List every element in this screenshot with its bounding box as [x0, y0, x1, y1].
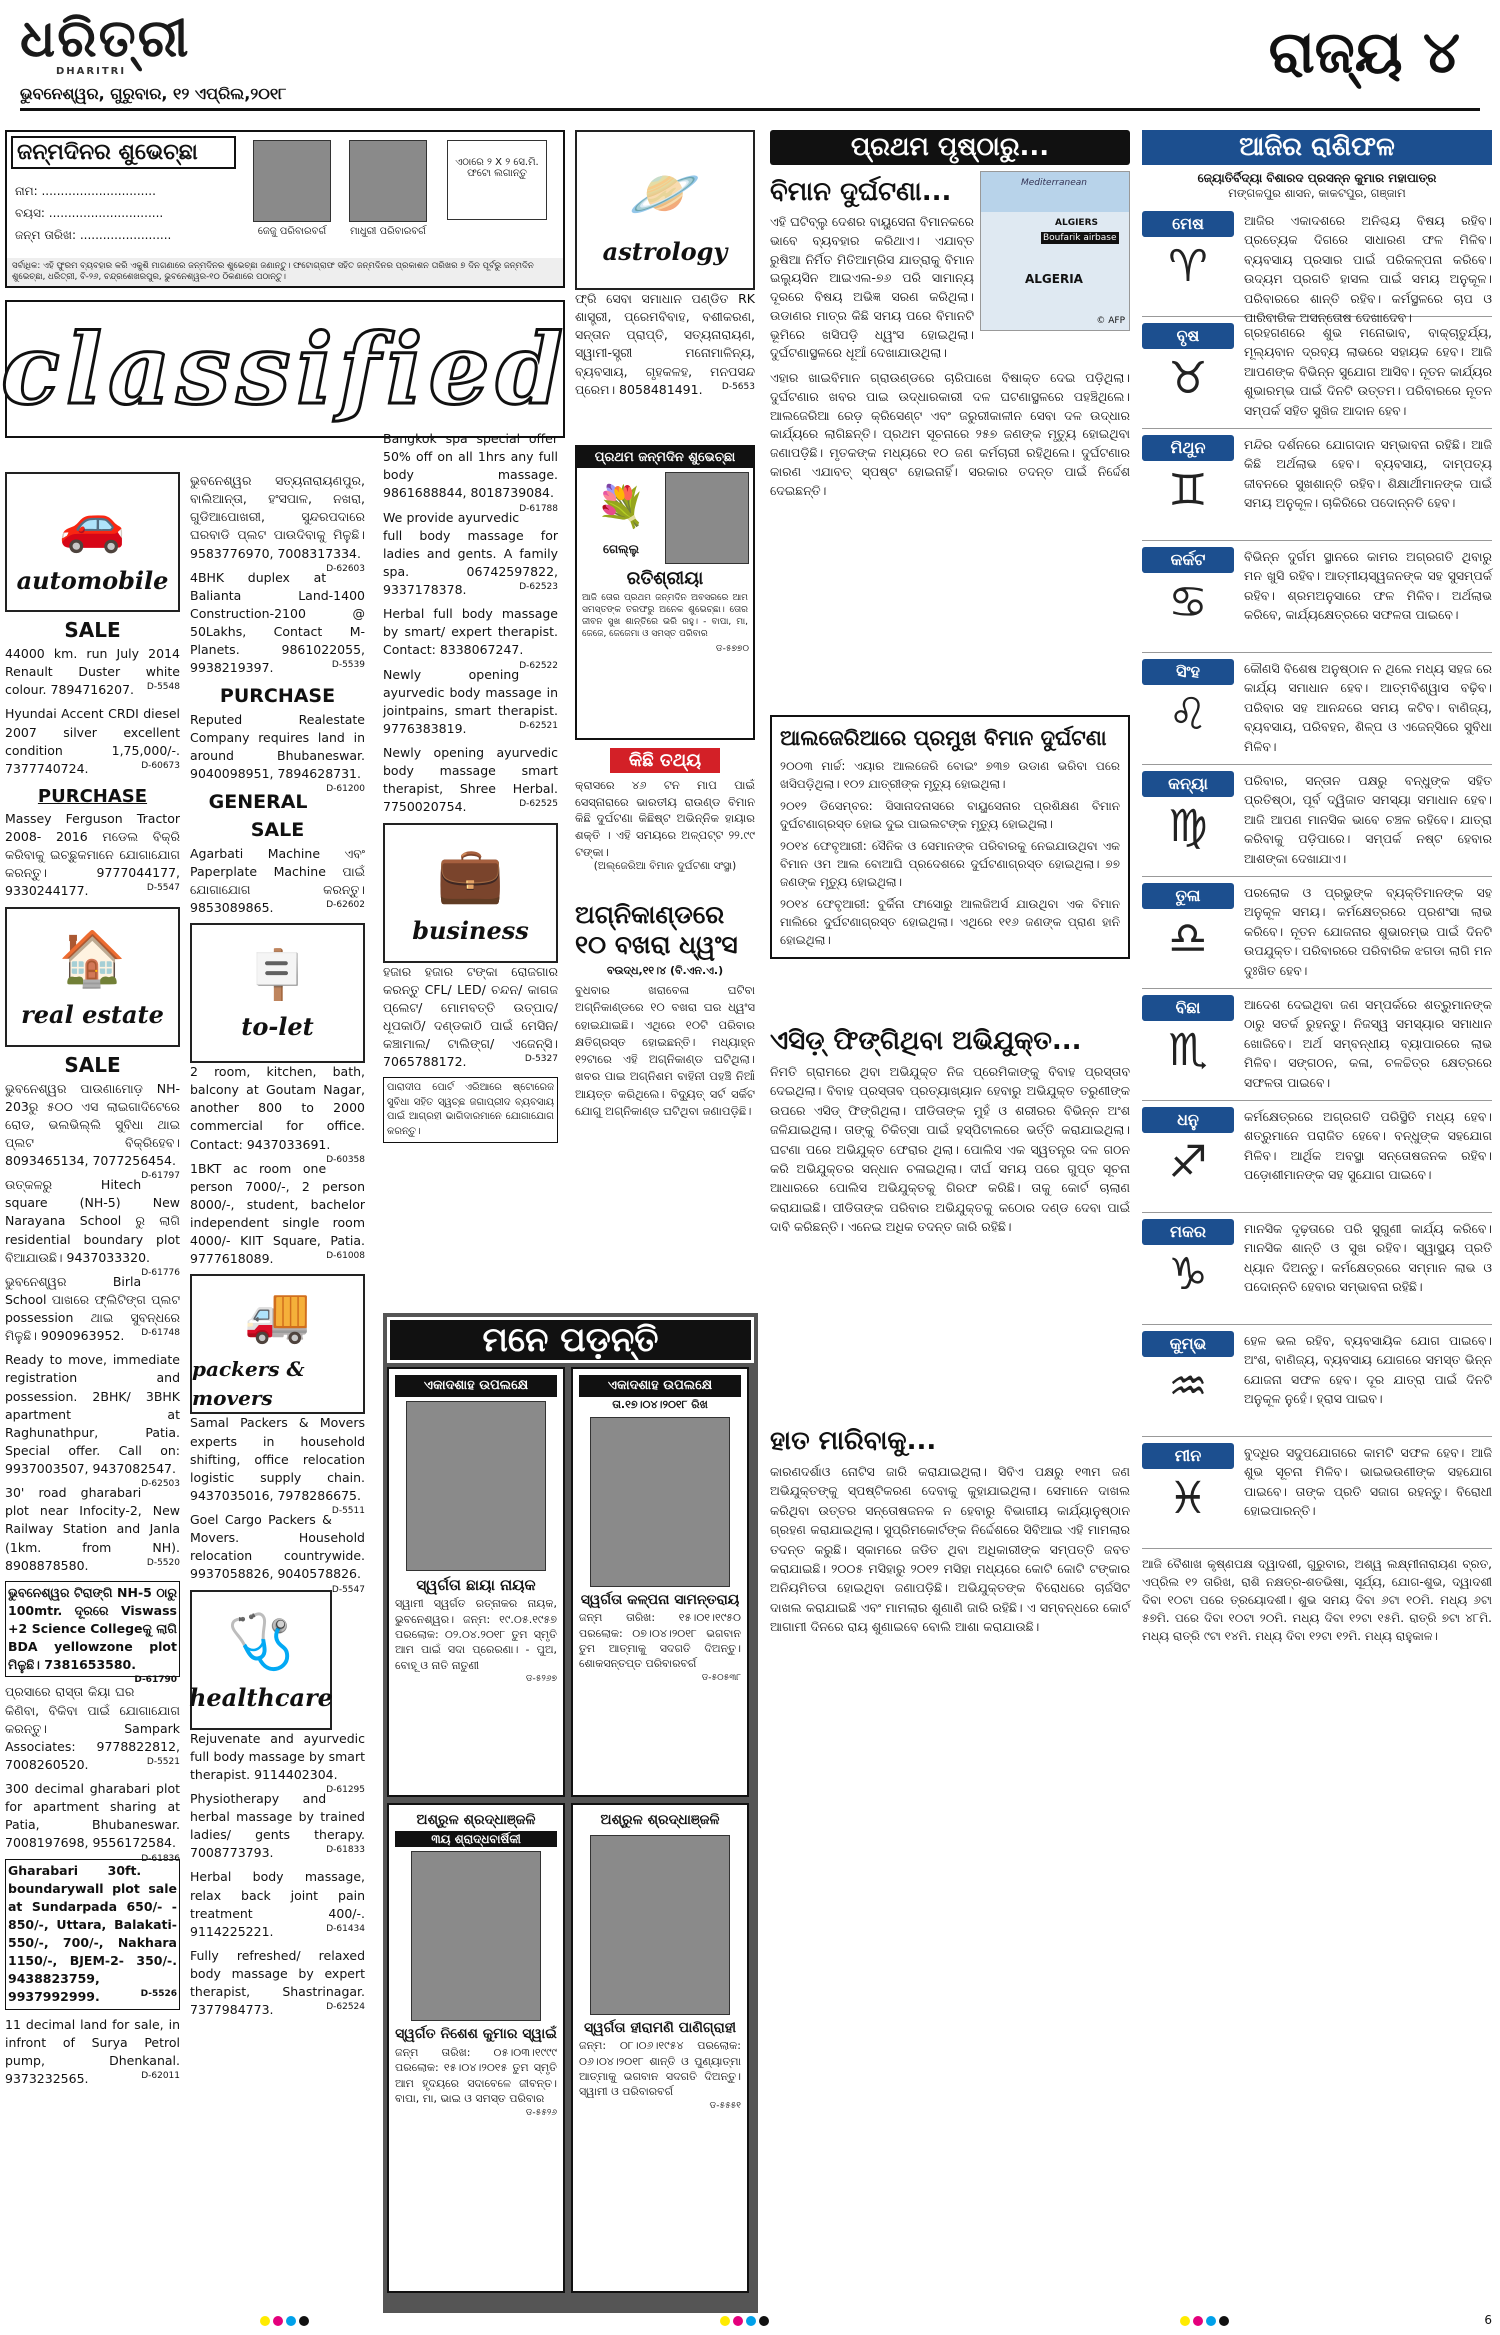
raasi-place: ମଙ୍ଗଳପୁର ଶାସନ, କାକଟପୁର, ଗଞ୍ଜାମ — [1228, 186, 1406, 200]
algeria-box-title: ଆଲଜେରିଆରେ ପ୍ରମୁଖ ବିମାନ ଦୁର୍ଘଟଣା — [780, 726, 1107, 750]
ad-automobile-3[interactable]: Massey Ferguson Tractor 2008- 2016 ମଡେଲ ବିକ୍ରି କରିବାକୁ ଇଚ୍ଛୁକମାନେ ଯୋଗାଯୋଗ କରନ୍ତୁ। 9777044177, 9330244177. D-5547 — [5, 810, 180, 899]
ad-realestate-10[interactable]: 11 decimal land for sale, in infront of Surya Petrol pump, Dhenkanal. 9373232565. D-62011 — [5, 2016, 180, 2086]
obituary-4-photo — [590, 1835, 730, 2015]
to-let-box — [190, 923, 365, 1063]
business-people-icon: 💼 — [436, 842, 505, 906]
crash-2012: ୨୦୧୨ ଡିସେମ୍ବର: ସିସାନାଦନାସରେ ବାୟୁସେନାର ପ୍ରଶିକ୍ଷଣ ବିମାନ ଦୁର୍ଘଟଣାଗ୍ରସ୍ତ ହୋଇ ଦୁଇ ପାଇଲଟଙ୍କ ମୃତ୍ୟୁ ହୋଇଥିଲା। — [780, 799, 1120, 831]
page-number: 6 — [1484, 2313, 1492, 2327]
raasi-badge — [1142, 1443, 1234, 1542]
raasi-prediction: ପରଲୋକ ଓ ପ୍ରଭୁଙ୍କ ବ୍ୟକ୍ତିମାନଙ୍କ ସହ ଅନୁକୂଳ ସମୟ। କର୍ମକ୍ଷେତ୍ରରେ ପ୍ରଶଂସା ଲାଭ କରିବେ। ନୂତନ ଯୋଜନାର ଶୁଭାରମ୍ଭ ପାଇଁ ଦିନଟି ଉପଯୁକ୍ତ। ପରିବାରରେ ପରିବାରିକ ଝଗଡା ଲାଗି ମନ ଦୁଃଖିତ ହେବ। — [1244, 885, 1492, 978]
ad-realestate-7[interactable]: ପ୍ରସାରେ ରାସ୍ତା କିୟା ଘର କିଣିବା, ବିକିବା ପାଇଁ ଯୋଗାଯୋଗ କରନ୍ତୁ। Sampark Associates: 9778822812, 7008260520. D-5521 — [5, 1684, 180, 1772]
packers-box — [190, 1274, 365, 1414]
first-birthday-photos — [577, 468, 753, 568]
purchase-heading: PURCHASE — [37, 785, 148, 807]
birthday-child-name: ରତିଶ୍ରୀୟା — [626, 568, 704, 589]
raasi-section — [1142, 130, 1492, 1645]
field-age[interactable]: ବୟସ: .............................. — [15, 206, 164, 220]
raasi-prediction: ମାନସିକ ଦୃଢ଼ତାରେ ପରି ସୁଗୁଣୀ କାର୍ଯ୍ୟ କରିବେ। ମାନସିକ ଶାନ୍ତି ଓ ସୁଖ ରହିବ। ସ୍ୱାସ୍ଥ୍ୟ ପ୍ରତି ଧ୍ୟାନ ଦିଅନ୍ତୁ। କର୍ମକ୍ଷେତ୍ରରେ ସମ୍ମାନ ଲାଭ ଓ ପଦୋନ୍ନତି ହେବାର ସମ୍ଭାବନା ରହିଛି। — [1244, 1221, 1492, 1295]
birthday-form — [5, 130, 565, 288]
ad-realestate-1[interactable]: ଭୁବନେଶ୍ୱର ପାଉଣାମୋଡ଼ NH-203ରୁ ୫୦୦ ଏସ ଲାଇଗାଦିଟେରେ ରୋଡ, ଭଲଭିଲ୍ଲି ସୁବିଧା ଥାଇ ପ୍ଲଟ ବିକ୍ରିହେବ। 8093465134, 7077256454. D-61797 — [5, 1080, 180, 1182]
raasi-author: ଜ୍ୟୋତିର୍ବିଦ୍ୟା ବିଶାରଦ ପ୍ରସନ୍ନ କୁମାର ମହାପାତ୍ର — [1197, 171, 1437, 185]
ad-realestate-8[interactable]: 300 decimal gharabari plot for apartment sharing at Patia, Bhubaneswar. 7008197698, 9556172584. D-61836 — [5, 1781, 180, 1864]
first-birthday-box: ପ୍ରଥମ ଜନ୍ମଦିନ ଶୁଭେଚ୍ଛା 💐 ଗେଲ୍ଲୁ ରତିଶ୍ରୀୟା ଆଜି ତୋର ପ୍ରଥମ ଜନ୍ମଦିନ ଅବସରରେ ଆମ ସମସ୍ତଙ୍କ ତରଫରୁ ଅନେକ ଶୁଭେଚ୍ଛା। ତୋର ଜୀବନ ସୁଖ ଶାନ୍ତିରେ ଭରି ରହୁ। - ବାପା, ମା, ଜେଜେ, ଜେଜେମା ଓ ସମସ୍ତ ପରିବାର ଡ-୫୭୭୦ — [575, 445, 755, 740]
obituary-4-name: ସ୍ୱର୍ଗତା ହୀରାମଣି ପାଣିଗ୍ରାହୀ — [583, 2019, 737, 2036]
registration-dots-2 — [720, 2315, 772, 2330]
ad-automobile-1[interactable]: 44000 km. run July 2014 Renault Duster white colour. 7894716207. D-5548 — [5, 646, 180, 698]
ad-spa-5[interactable]: Newly opening ayurvedic body massage smart therapist, Shree Herbal. 7750020754. D-62525 — [383, 745, 558, 815]
obituary-2: ଏକାଦଶାହ ଉପଲକ୍ଷେ ତା.୧୭।୦୪।୨୦୧୮ ରିଖ ସ୍ୱର୍ଗତା କଳ୍ପନା ସାମନ୍ତରାୟ ଜନ୍ମ ତାରିଖ: ୧୫।୦୧।୧୯୫୦ ପରଲୋକ: ୦୭।୦୪।୨୦୧୮ ଭଗବାନ ତୁମ ଆତ୍ମାକୁ ସଦଗତି ଦିଅନ୍ତୁ। ଶୋକସନ୍ତପ୍ତ ପରିବାରବର୍ଗ ଡ-୫୦୫୩୮ — [571, 1367, 749, 1797]
ad-realestate-3[interactable]: ଭୁବନେଶ୍ୱର Birla School ପାଖରେ ଫ୍ଲିଟିଙ୍ଗ ପ୍ଲଟ possession ଥାଇ ସୁବନ୍ଧରେ ମିଳୁଛି। 9090963952. D-61748 — [5, 1273, 180, 1344]
raasi-row — [1142, 653, 1492, 765]
crash-2014b: ୨୦୧୪ ଫେବୃଆରୀ: ବୁର୍କିନା ଫାସୋରୁ ଆଲଜିଅର୍ସ ଯାଉଥିବା ଏକ ବିମାନ ମାଲିରେ ଦୁର୍ଘଟଣାଗ୍ରସ୍ତ ହୋଇଥିଲା। ଏଥିରେ ୧୧୬ ଜଣଙ୍କ ପ୍ରାଣ ହାନି ହୋଇଥିଲା। — [780, 897, 1120, 947]
ad-spa-1[interactable]: Bangkok spa special offer 50% off on all 1hrs any full body massage. 9861688844, 8018739084. D-61788 — [383, 431, 558, 514]
obituary-2-photo — [590, 1417, 730, 1587]
algeria-map: Mediterranean ALGIERS Boufarik airbase ALGERIA © AFP — [980, 171, 1130, 331]
fire-headline: ଅଗ୍ନିକାଣ୍ଡରେ ୧୦ ବଖରା ଧ୍ୱଂସ — [575, 900, 738, 959]
to-let-label: to-let — [241, 1012, 314, 1042]
column-1 — [5, 472, 180, 2094]
car-icon: 🚗 — [58, 492, 127, 556]
obituary-4: ଅଶ୍ରୁଳ ଶ୍ରଦ୍ଧାଞ୍ଜଳି ସ୍ୱର୍ଗତା ହୀରାମଣି ପାଣିଗ୍ରାହୀ ଜନ୍ମ: ୦୮।୦୬।୧୯୫୪ ପରଲୋକ: ୦୬।୦୪।୨୦୧୮ ଶାନ୍ତି ଓ ପୁଣ୍ୟାତ୍ମା ଆତ୍ମାକୁ ଭଗବାନ ସଦଗତି ଦିଅନ୍ତୁ। ସ୍ୱାମୀ ଓ ପରିବାରବର୍ଗ ଡ-୫୫୫୧ — [571, 1803, 749, 2293]
zodiac-icon: ♑ — [1168, 1249, 1208, 1300]
obituary-1-photo — [406, 1401, 546, 1571]
raasi-name: ତୁଳା — [1142, 883, 1234, 909]
kichhi-tathya-title: କିଛି ତଥ୍ୟ — [610, 748, 720, 773]
raasi-name: ବିଛା — [1142, 995, 1234, 1021]
haata-story — [770, 1420, 1130, 1636]
raasi-row — [1142, 765, 1492, 877]
ad-business-2[interactable]: ପାରାଦୀପ ପୋର୍ଟ ଏରିଆରେ ଷ୍ଟୋରେଜ ସୁବିଧା ସହିତ ସ୍ୱଚ୍ଛ ଜଗାପ୍ରୀଦ ବ୍ୟବସାୟ ପାଇଁ ଆଗ୍ରହୀ ଭାଗିଦାରମାନେ ଯୋଗାଯୋଗ କରନ୍ତୁ। — [383, 1077, 558, 1143]
ad-astrology[interactable]: ଫ୍ରି ସେବା ସମାଧାନ ପଣ୍ଡିତ RK ଶାସ୍ତ୍ରୀ, ପ୍ରେମବିବାହ, ବଶୀକରଣ, ସନ୍ତାନ ପ୍ରାପ୍ତି, ସତ୍ୟନାରାୟଣ, ସ୍ୱାମୀ-ସ୍ତ୍ରୀ ମନୋମାଳିନ୍ୟ, ବ୍ୟବସାୟ, ଗୃହକଳହ, ମନପସନ୍ଦ ପ୍ରେମ। 8058481491. D-5653 — [575, 291, 755, 397]
ad-realestate-9[interactable]: Gharabari 30ft. boundarywall plot sale at Sundarpada 650/- - 850/-, Uttara, Balakati-550/-, 700/-, Nakhara 1150/-, BJEM-2- 350/-. 9438823759, 9937992999. D-5526 — [5, 1859, 180, 2010]
crash-2003: ୨୦୦୩ ମାର୍ଚ୍ଚ: ଏୟାର ଆଲଜେରି ବୋଇଂ ୭୩୭ ଉଡାଣ ଭରିବା ପରେ ଖସିପଡ଼ିଥିଲା। ୧୦୨ ଯାତ୍ରୀଙ୍କ ମୃତ୍ୟୁ ହୋଇଥିଲା। — [780, 759, 1120, 791]
zodiac-icon: ♍ — [1168, 801, 1208, 852]
acid-story — [770, 1020, 1130, 1236]
raasi-row — [1142, 877, 1492, 989]
raasi-prediction: କର୍ମକ୍ଷେତ୍ରରେ ଅଗ୍ରଗତି ପରିସ୍ଥିତି ମଧ୍ୟ ହେବ। ଶତ୍ରୁମାନେ ପରାଜିତ ହେବେ। ବନ୍ଧୁଙ୍କ ସହଯୋଗ ମିଳିବ। ଆର୍ଥିକ ଅବସ୍ଥା ସନ୍ତୋଷଜନକ ରହିବ। ପଡ଼ୋଶୀମାନଙ୍କ ସହ ସୁଯୋଗ ପାଇବେ। — [1244, 1109, 1492, 1183]
section-name: ରାଜ୍ୟ — [1268, 18, 1403, 86]
raasi-list — [1142, 205, 1492, 1549]
to-let-sign-icon: 🪧 — [247, 946, 308, 1003]
stethoscope-icon: 🩺 — [227, 1609, 295, 1673]
obituary-3-name: ସ୍ୱର୍ଗତ ନିଶେଶ କୁମାର ସ୍ୱାଇଁ — [395, 2026, 557, 2043]
raasi-name: ମକର — [1142, 1219, 1234, 1245]
raasi-name: କର୍କଟ — [1142, 547, 1234, 573]
ad-health-4[interactable]: Fully refreshed/ relaxed body massage by expert therapist, Shastrinagar. 7377984773. D-62524 — [190, 1947, 365, 2018]
raasi-row — [1142, 1437, 1492, 1549]
obituary-3: ଅଶ୍ରୁଳ ଶ୍ରଦ୍ଧାଞ୍ଜଳି ୩ୟ ଶ୍ରାଦ୍ଧବାର୍ଷିକୀ ସ୍ୱର୍ଗତ ନିଶେଶ କୁମାର ସ୍ୱାଇଁ ଜନ୍ମ ତାରିଖ: ୦୫।୦୩।୧୯୯୯ ପରଲୋକ: ୧୫।୦୪।୨୦୧୫ ତୁମ ସ୍ମୃତି ଆମ ହୃଦୟରେ ସଦାବେଳେ ଜୀବନ୍ତ। ବାପା, ମା, ଭାଇ ଓ ସମସ୍ତ ପରିବାର ଡ-୫୫୨୬ — [387, 1803, 565, 2293]
ad-realestate-2[interactable]: ଉତ୍କଳରୁ Hitech square (NH-5) New Narayana School ରୁ ଲାଗି residential boundary plot ବିଆଯାଉଛି। 9437033320. D-61776 — [5, 1177, 180, 1278]
zodiac-icon: ♈ — [1168, 241, 1208, 292]
flower-icon: 💐 — [596, 484, 646, 530]
kichhi-tathya-source: (ଅଲ୍ଜେରିଆ ବିମାନ ଦୁର୍ଘଟଣା ସଂସ୍ଥା) — [593, 860, 737, 873]
ad-business-1[interactable]: ହଜାର ହଜାର ଟଙ୍କା ରୋଜଗାର କରନ୍ତୁ CFL/ LED/ ଚନ୍ଦନ/ କାଗଜ ପ୍ଲେଟ/ ମୋମବତ୍ତି ଉତ୍ପାଦ/ ଧୂପକାଠି/ ଦଣ୍ଡକାଠି ପାଇଁ ମେସିନ/ କଞ୍ଚାମାଲ/ ଟାଲିଙ୍ଗ/ ଏଜେନ୍ସି। 7065788172. D-5327 — [383, 963, 558, 1070]
business-label: business — [412, 916, 529, 946]
ad-tolet-2[interactable]: 1BKT ac room one person 7000/-, 2 person 8000/-, student, bachelor independent single room 4000/- KIIT Square, Patia. 9777618089. D-61008 — [190, 1160, 365, 1267]
obituary-1: ଏକାଦଶାହ ଉପଲକ୍ଷେ ସ୍ୱର୍ଗତା ଛାୟା ନାୟକ ସ୍ୱାମୀ ସ୍ୱର୍ଗତ ରତ୍ନାକର ନାୟକ, ଭୁବନେଶ୍ୱର। ଜନ୍ମ: ୧୯.୦୫.୧୯୫୭ ପରଲୋକ: ୦୨.୦୪.୨୦୧୮ ତୁମ ସ୍ମୃତି ଆମ ପାଇଁ ସଦା ପ୍ରେରଣା। - ପୁଅ, ବୋହୂ ଓ ନାତି ନାତୁଣୀ ଡ-୫୨୬୭ — [387, 1367, 565, 1797]
raasi-badge — [1142, 323, 1234, 422]
raasi-badge — [1142, 1107, 1234, 1206]
raasi-row — [1142, 1213, 1492, 1325]
kichhi-tathya-text: କ୍ରାସରେ ୪୬ ଟନ ମାପ ପାଇଁ ସେସ୍ନାରାରେ ଭାରତୀୟ ରାଉଣ୍ଡ ବିମାନ କିଛି ଦୁର୍ଘଟଣା କିଛିଷ୍ଟ ଅଭିନ୍ନିକ ହାୟାର ଶକ୍ତି । ଏହି ସମୟରେ ଅଳ୍ପଟ୍ଟ ୨୨.୯୯ ଟଙ୍କା। — [575, 778, 755, 859]
classified-banner — [1, 300, 569, 438]
raasi-row — [1142, 1325, 1492, 1437]
raasi-name: ବୃଷ — [1142, 323, 1234, 349]
raasi-banner: ଆଜିର ରାଶିଫଳ — [1142, 130, 1492, 165]
raasi-prediction: ବୁଦ୍ଧିର ସଦୁପଯୋଗରେ କାମଟି ସଫଳ ହେବ। ଆଜି ଶୁଭ ସୂଚନା ମିଳିବ। ଭାଇଭଉଣୀଙ୍କ ସହଯୋଗ ପାଇବେ। ତାଙ୍କ ପ୍ରତି ସଜାଗ ରହନ୍ତୁ। ବିରୋଧୀ ହୋଇପାରନ୍ତି। — [1244, 1445, 1492, 1519]
ad-realestate-4[interactable]: Ready to move, immediate registration and possession. 2BHK/ 3BHK apartment at Raghunathpur, Patia. Special offer. Call on: 9937003507, 9437082547. D-62503 — [5, 1352, 180, 1490]
ad-tolet-1[interactable]: 2 room, kitchen, bath, balcony at Goutam Nagar, another 800 to 2000 commercial for office. Contact: 9437033691. D-60358 — [190, 1064, 365, 1165]
field-name[interactable]: ନାମ: .............................. — [15, 184, 156, 198]
plane-crash-lead: ଏହି ଘଟିବ୍ଲୁ ଦେଶର ବାୟୁସେନା ବିମାନକରେ ଭାବେ ବ୍ୟବହାର କରିଥାଏ। ଏଯାବ୍ତ ରୁଷିଆ ନିର୍ମିତ ମିତିଆମ୍ରିସ ଯାତ୍ରାକୁ ବିମାନ ଇଲ୍ୟୁସିନ ଆଇଏଲ-୭୬ ପରି ସାମାନ୍ୟ ଦୂରରେ ବିଷୟ ଅଭିଜ୍ଞ ସରଣ କରିଥିଲା। ଉଡାଣର ମାତ୍ର କିଛି ସମୟ ପରେ ବିମାନଟି ଭୂମିରେ ଖସିପଡ଼ି ଧ୍ୱଂସ ହୋଇଥିଲା। ଦୁର୍ଘଟଣାସ୍ଥଳରେ ଧୂଆଁ ଦେଖାଯାଉଥିଲା। — [770, 214, 974, 361]
raasi-row — [1142, 1101, 1492, 1213]
first-birthday-title: ପ୍ରଥମ ଜନ୍ମଦିନ ଶୁଭେଚ୍ଛା — [577, 447, 753, 468]
zodiac-icon: ♋ — [1168, 577, 1208, 628]
raasi-badge — [1142, 883, 1234, 982]
astrology-box — [575, 130, 755, 290]
raasi-badge — [1142, 659, 1234, 758]
photo-placeholder[interactable]: ଏଠାରେ ୨ X ୨ ସେ.ମି. ଫଟୋ ଲଗାନ୍ତୁ — [447, 140, 547, 220]
nickname: ଗେଲ୍ଲୁ — [602, 542, 640, 556]
raasi-prediction: ବିଭିନ୍ନ ଦୁର୍ଗମ ସ୍ଥାନରେ କାମର ଅଗ୍ରଗତି ଥିବାରୁ ମନ ଖୁସି ରହିବ। ଆତ୍ମୀୟସ୍ୱଜନଙ୍କ ସହ ସୁସମ୍ପର୍କ ରହିବ। ଶ୍ରମଅନୁସାରେ ଫଳ ମିଳିବ। ଅର୍ଥଲାଭ କରିବେ, କାର୍ଯ୍ୟକ୍ଷେତ୍ରରେ ସଫଳତା ପାଇବେ। — [1244, 549, 1492, 623]
raasi-prediction: ଆଦେଶ ଦେଇଥିବା ଜଣ ସମ୍ପର୍କରେ ଶତ୍ରୁମାନଙ୍କ ଠାରୁ ସତର୍କ ରୁହନ୍ତୁ। ନିଜସ୍ୱ ସମସ୍ୟାର ସମାଧାନ ଖୋଜିବେ। ଅର୍ଥ ସମ୍ବନ୍ଧୀୟ ବ୍ୟାପାରରେ ଲାଭ ମିଳିବ। ସଙ୍ଗଠନ, କଳା, ଚଳଚ୍ଚିତ୍ର କ୍ଷେତ୍ରରେ ସଫଳତା ପାଇବେ। — [1244, 997, 1492, 1090]
raasi-prediction: ଗ୍ରହଗଣରେ ଶୁଭ ମନୋଭାବ, ବାକ୍ଚାତୁର୍ଯ୍ୟ, ମୂଲ୍ୟବାନ ଦ୍ରବ୍ୟ ଲାଭରେ ସହାୟକ ହେବ। ଆଜି ଆପଣଙ୍କ ବିଭିନ୍ନ ସୁଯୋଗ ଆସିବ। ନୂତନ କାର୍ଯ୍ୟର ଶୁଭାରମ୍ଭ ପାଇଁ ଦିନଟି ଉତ୍ତମ। ପରିବାରରେ ନୂତନ ସମ୍ପର୍କ ସହିତ ସୁଖିଜ ଆଦାନ ହେବ। — [1244, 325, 1492, 418]
ad-packers-2[interactable]: Goel Cargo Packers & Movers. Household relocation countrywide. 9937058826, 9040578826. D-5547 — [190, 1512, 365, 1595]
haata-headline: ହାତ ମାରିବାକୁ... — [770, 1426, 937, 1456]
header-rule — [20, 108, 1480, 111]
zodiac-icon: ♒ — [1168, 1361, 1208, 1412]
zodiac-icon: ♊ — [1168, 465, 1208, 516]
real-estate-label: real estate — [21, 1000, 164, 1030]
zodiac-icon: ♌ — [1168, 689, 1208, 740]
fire-story — [575, 900, 755, 1120]
raasi-row — [1142, 317, 1492, 429]
raasi-row — [1142, 989, 1492, 1101]
healthcare-box — [190, 1590, 332, 1730]
raasi-badge — [1142, 211, 1234, 310]
raasi-row — [1142, 429, 1492, 541]
panji-text: ଆଜି ବୈଶାଖ କୃଷ୍ଣପକ୍ଷ ଦ୍ୱାଦଶୀ, ଗୁରୁବାର, ଅଶ୍ୱ ଲକ୍ଷ୍ମୀନାରାୟଣ ବ୍ରତ, ଏପ୍ରିଲ ୧୨ ତାରିଖ, ରାଶି ନକ୍ଷତ୍ର-ଶତଭିଷା, ସୂର୍ଯ୍ୟ, ଯୋଗ-ଶୁଭ, ଦ୍ୱାଦଶୀ ଦିବା ୧୦ଟା ପରେ ତ୍ରୟୋଦଶୀ। ଶୁଭ ସମୟ ଦିବା ୬ଟା ୧୦ମି. ମଧ୍ୟ ୬ଟା ୫୭ମି. ପରେ ଦିବା ୧୦ଟା ୨୦ମି. ମଧ୍ୟ ଦିବା ୧୨ଟା ୧୫ମି. ରାତ୍ରି ୭ଟା ୪୮ମି. ମଧ୍ୟ ରାତ୍ରି ୯ଟା ୧୪ମି. ମଧ୍ୟ ଦିବା ୧୨ଟା ୧୨ମି. ମଧ୍ୟ ରାହୁକାଳ। — [1142, 1557, 1492, 1643]
raasi-name: ସିଂହ — [1142, 659, 1234, 685]
prathama-banner: ପ୍ରଥମ ପୃଷ୍ଠାରୁ... — [770, 130, 1130, 165]
logo-subtext: DHARITRI — [56, 66, 127, 77]
ad-spa-4[interactable]: Newly opening ayurvedic body massage in jointpains, smart therapist. 9776383819. D-62521 — [383, 666, 558, 736]
raasi-badge — [1142, 1219, 1234, 1318]
automobile-label: automobile — [16, 565, 169, 595]
registration-dots-1 — [260, 2315, 312, 2330]
ad-machine[interactable]: Agarbati Machine ଏବଂ Paperplate Machine ପାଇଁ ଯୋଗାଯୋଗ କରନ୍ତୁ। 9853089865. D-62602 — [190, 845, 365, 915]
zodiac-icon: ♓ — [1168, 1473, 1208, 1524]
registration-dots-3 — [1180, 2315, 1232, 2330]
page-number-odia: ୪ — [1422, 18, 1460, 86]
ad-realestate-6[interactable]: ଭୁବନେଶ୍ୱର ଟିରାଙ୍ଗି NH-5 ଠାରୁ 100mtr. ଦୂରରେ Viswass +2 Science Collegeକୁ ଲାଗି BDA yellowzone plot ମିଳୁଛି। 7381653580. D-61790 — [5, 1581, 180, 1678]
raasi-row — [1142, 541, 1492, 653]
print-marks — [0, 2307, 1500, 2335]
section-title — [1269, 20, 1460, 84]
truck-icon: 🚚 — [243, 1283, 312, 1347]
zodiac-icon: ♎ — [1168, 913, 1208, 964]
prathama-section — [770, 130, 1130, 500]
birthday-fields — [15, 180, 171, 246]
raasi-prediction: ଆଜିର ଏକାଦଶରେ ଅନିଶ୍ଚୟ ବିଷୟ ରହିବ। ପ୍ରତ୍ୟେକ ଦିଗରେ ସାଧାରଣ ଫଳ ମିଳିବ। ବ୍ୟବସାୟ ପ୍ରସାର ପାଇଁ ପରିକଳ୍ପନା କରିବେ। ଉଦ୍ୟମ ପ୍ରଗତି ହାସଲ ପାଇଁ ସମୟ ଅନୁକୂଳ। ପରିବାରରେ ଶାନ୍ତି ରହିବ। କର୍ମସ୍ଥଳରେ ଚାପ ଓ ପାରିବାରିକ ଅସନ୍ତୋଷ ଦେଖାଦେବ। — [1244, 213, 1492, 325]
classified-title: classified — [1, 312, 569, 426]
plane-crash-body: ଏହାର ଖାଇବିମାନ ଗ୍ରାଉଣ୍ଡରେ ଚାରିପାଖେ ବିଷାକ୍ତ ଦେଇ ପଡ଼ିଥିଲା। ଦୁର୍ଘଟଣାର ଖବର ପାଇ ଉଦ୍ଧାରକାରୀ ଦଳ ଘଟଣାସ୍ଥଳରେ ପହଞ୍ଚିଥିଲେ। ଆଲଜେରିଆ ରେଡ଼ କ୍ରିସେଣ୍ଟ ଏବଂ ଜରୁରୀକାଳୀନ ସେବା ଦଳ ଉଦ୍ଧାର କାର୍ଯ୍ୟରେ ଲାଗିଛନ୍ତି। ପ୍ରଥମ ସୂଚନାରେ ୨୫୭ ଜଣଙ୍କ ମୃତ୍ୟୁ ହୋଇଥିବା ଜଣାପଡ଼ିଛି। ମୃତକଙ୍କ ମଧ୍ୟରେ ୧୦ ଜଣ କର୍ମଚାରୀ ରହିଥିଲେ। ଦୁର୍ଘଟଣାର କାରଣ ଏଯାବତ୍ ସ୍ପଷ୍ଟ ହୋଇନାହିଁ। ସରକାର ତଦନ୍ତ ପାଇଁ ନିର୍ଦ୍ଦେଶ ଦେଇଛନ୍ତି। — [770, 370, 1130, 498]
fire-body: ବୁଧବାର ଖରାବେଳା ଘଟିବା ଅଗ୍ନିକାଣ୍ଡରେ ୧୦ ବଖରା ଘର ଧ୍ୱଂସ ହୋଇଯାଇଛି। ଏଥିରେ ୧୦ଟି ପରିବାର କ୍ଷତିଗ୍ରସ୍ତ ହୋଇଛନ୍ତି। ମଧ୍ୟାହ୍ନ ୧୨ଟାରେ ଏହି ଅଗ୍ନିକାଣ୍ଡ ଘଟିଥିଲା। ଖବର ପାଇ ଅଗ୍ନିଶମ ବାହିନୀ ପହଞ୍ଚି ନିଆଁ ଆୟତ୍ତ କରିଥିଲେ। ବିଦ୍ୟୁତ୍ ସର୍ଟ ସର୍କିଟ ଯୋଗୁ ଅଗ୍ନିକାଣ୍ଡ ଘଟିଥିବା ଜଣାପଡ଼ିଛି। — [575, 983, 755, 1118]
map-city: ALGIERS — [1055, 218, 1098, 228]
raasi-name: କନ୍ୟା — [1142, 771, 1234, 797]
ad-health-2[interactable]: Physiotherapy and herbal massage by trained ladies/ gents therapy. 7008773793. D-61833 — [190, 1790, 365, 1861]
packers-label: packers & movers — [192, 1356, 305, 1410]
map-country: ALGERIA — [1025, 272, 1083, 286]
acid-body: ନିମତି ଗ୍ରାମରେ ଥିବା ଅଭିଯୁକ୍ତ ନିଜ ପ୍ରେମିକାଙ୍କୁ ବିବାହ ପ୍ରସ୍ତାବ ଦେଇଥିଲା। ବିବାହ ପ୍ରସ୍ତାବ ପ୍ରତ୍ୟାଖ୍ୟାନ ହେବାରୁ ଅଭିଯୁକ୍ତ ତରୁଣୀଙ୍କ ଉପରେ ଏସିଡ୍ ଫିଙ୍ଗିଥିଲା। ପୀଡିତାଙ୍କ ମୁହଁ ଓ ଶରୀରର ବିଭିନ୍ନ ଅଂଶ ଜଳିଯାଇଥିଲା। ତାଙ୍କୁ ଚିକିତ୍ସା ପାଇଁ ହସ୍ପିଟାଲରେ ଭର୍ତ୍ତି କରାଯାଇଥିଲା। ଘଟଣା ପରେ ଅଭିଯୁକ୍ତ ଫେରାର ଥିଲା। ପୋଲିସ ଏକ ସ୍ୱତନ୍ତ୍ର ଦଳ ଗଠନ କରି ଅଭିଯୁକ୍ତର ସନ୍ଧାନ ଚଳାଇଥିଲା। ଦୀର୍ଘ ସମୟ ପରେ ଗୁପ୍ତ ସୂଚନା ଆଧାରରେ ପୋଲିସ ଅଭିଯୁକ୍ତକୁ ଗିରଫ କରିଛି। ତାକୁ କୋର୍ଟ ଚାଲାଣ କରାଯାଇଛି। ପୀଡିତାଙ୍କ ପରିବାର ଅଭିଯୁକ୍ତକୁ କଠୋର ଦଣ୍ଡ ଦେବା ପାଇଁ ଦାବି କରିଛନ୍ତି। ଏନେଇ ଅଧିକ ତଦନ୍ତ ଜାରି ରହିଛି। — [770, 1064, 1130, 1234]
algeria-crashes-box — [770, 715, 1130, 959]
column-2 — [190, 472, 365, 2025]
baby-photo — [665, 472, 749, 564]
masthead-logo — [20, 8, 191, 82]
map-label: Boufarik airbase — [1043, 233, 1117, 243]
man-photo — [349, 140, 427, 222]
birthday-title: ଜନ୍ମଦିନର ଶୁଭେଚ୍ଛା — [11, 136, 236, 169]
plane-crash-headline: ବିମାନ ଦୁର୍ଘଟଣା... — [770, 177, 952, 207]
ad-plot-1[interactable]: ଭୁବନେଶ୍ୱର ସତ୍ୟନାରାୟଣପୁର, ବାଲିଆନ୍ତା, ହଂସପାଳ, ନଖରା, ଗୁଡିଆପୋଖରୀ, ସୁନ୍ଦରପଦାରେ ଘରବାଡି ପ୍ଲଟ ପାଉଦିବାକୁ ମିଳୁଛି। 9583776970, 7008317334. D-62603 — [190, 473, 365, 574]
ad-packers-1[interactable]: Samal Packers & Movers experts in household shifting, office relocation logistic supply chain. 9437035016, 7978286675. D-5511 — [190, 1415, 365, 1517]
astrology-label: astrology — [602, 236, 728, 266]
ad-health-3[interactable]: Herbal body massage, relax back joint pain treatment 400/-. 9114225221. D-61434 — [190, 1869, 365, 1939]
ad-realestate-5[interactable]: 30' road gharabari plot near Infocity-2, New Railway Station and Janla (1km. from NH). 8908878580. D-5520 — [5, 1485, 180, 1573]
obituary-2-name: ସ୍ୱର୍ଗତା କଳ୍ପନା ସାମନ୍ତରାୟ — [580, 1591, 740, 1608]
raasi-prediction: କୌଣସି ବିଶେଷ ଅନୁଷ୍ଠାନ ନ ଥିଲେ ମଧ୍ୟ ସହଜ ରେ କାର୍ଯ୍ୟ ସମାଧାନ ହେବ। ଆତ୍ମବିଶ୍ୱାସ ବଢ଼ିବ। ପରିବାର ସହ ଆନନ୍ଦରେ ସମୟ କଟିବ। ବାଣିଜ୍ୟ, ବ୍ୟବସାୟ, ପରିବହନ, ଶିଳ୍ପ ଓ ଏଜେନ୍ସିରେ ସୁବିଧା ମିଳିବ। — [1244, 661, 1492, 754]
acid-headline: ଏସିଡ଼୍ ଫିଙ୍ଗିଥିବା ଅଭିଯୁକ୍ତ... — [770, 1026, 1082, 1056]
sale-heading: SALE — [64, 618, 121, 642]
automobile-box — [5, 472, 180, 612]
column-3-massage — [383, 430, 558, 1149]
kichhi-tathya-box — [575, 748, 755, 873]
mane-padanti-section — [383, 1313, 758, 2313]
ad-duplex[interactable]: 4BHK duplex at Balianta Land-1400 Construction-2100 @ 50Lakhs, Contact M-Planets. 9861022055, 9938219397. D-5539 — [190, 569, 365, 676]
zodiac-icon: ♐ — [1168, 1137, 1208, 1188]
birthday-footer: ସର୍ବାଧିକ: ଏହି ଫୁରମ ବ୍ୟବହାର କରି ଏକୁଶି ମାଗଣାରେ ଜନ୍ମଦିନର ଶୁଭେଚ୍ଛା ଜଣାନ୍ତୁ। ଫଟୋଗ୍ରାଫ ସହିତ ଜନ୍ମଦିନର ପ୍ରକାଶନ ତାରିଖର ୭ ଦିନ ପୂର୍ବରୁ ଜନ୍ମଦିନ ଶୁଭେଚ୍ଛା, ଧରିତ୍ରୀ, ବି-୨୬, ଚନ୍ଦ୍ରଶେଖରପୁର, ଭୁବନେଶ୍ୱର-୧୦ ଠିକଣାରେ ପଠାନ୍ତୁ। — [7, 258, 563, 286]
planet-icon: 🪐 — [628, 158, 702, 227]
business-box — [383, 823, 558, 963]
ad-automobile-2[interactable]: Hyundai Accent CRDI diesel 2007 silver excellent condition 1,75,000/-. 7377740724. D-60673 — [5, 706, 180, 776]
real-estate-box — [5, 907, 180, 1047]
purchase-heading-2: PURCHASE — [219, 685, 336, 708]
zodiac-icon: ♉ — [1168, 353, 1208, 404]
general-heading: GENERAL — [208, 791, 308, 814]
mane-padanti-title: ମନେ ପଡ଼ନ୍ତି — [387, 1317, 754, 1363]
raasi-name: ମେଷ — [1142, 211, 1234, 237]
raasi-name: ଧନୁ — [1142, 1107, 1234, 1133]
healthcare-label: healthcare — [188, 1683, 333, 1713]
field-dob[interactable]: ଜନ୍ମ ତାରିଖ: ........................ — [15, 228, 172, 242]
raasi-prediction: ହେଳ ଭଲ ରହିବ, ବ୍ୟବସାୟିକ ଯୋଗ ପାଇବେ। ଅଂଶ, ବାଣିଜ୍ୟ, ବ୍ୟବସାୟ ଯୋଗରେ ସମସ୍ତ ଭିନ୍ନ ଯୋଜନା ସଫଳ ହେବ। ଦୂର ଯାତ୍ରା ପାଇଁ ଦିନଟି ଅନୁକୂଳ ନୁହେଁ। ହ୍ରାସ ପାଇବ। — [1244, 1333, 1492, 1407]
raasi-badge — [1142, 771, 1234, 870]
raasi-badge — [1142, 547, 1234, 646]
obituary-3-photo — [411, 1851, 541, 2021]
raasi-name: ମୀନ — [1142, 1443, 1234, 1469]
zodiac-icon: ♏ — [1168, 1025, 1208, 1076]
obituary-1-name: ସ୍ୱର୍ଗତା ଛାୟା ନାୟକ — [416, 1576, 536, 1595]
column-3 — [575, 130, 755, 405]
child-photo — [253, 140, 331, 222]
general-sale-heading: SALE — [250, 818, 305, 841]
raasi-badge — [1142, 1331, 1234, 1430]
raasi-prediction: ମନ୍ଦିର ଦର୍ଶନରେ ଯୋଗଦାନ ସମ୍ଭାବନା ରହିଛି। ଆଜି କିଛି ଅର୍ଥଲାଭ ହେବ। ବ୍ୟବସାୟ, ଦାମ୍ପତ୍ୟ ଜୀବନରେ ସୁଖଶାନ୍ତି ରହିବ। ଶିକ୍ଷାର୍ଥୀମାନଙ୍କ ପାଇଁ ସମୟ ଅନୁକୂଳ। ଚାକିରିରେ ପଦୋନ୍ନତି ହେବ। — [1244, 437, 1492, 511]
raasi-name: ମିଥୁନ — [1142, 435, 1234, 461]
sale-heading-2: SALE — [64, 1052, 121, 1077]
sample-photo-1: ଜେଜୁ ପରିବାରବର୍ଗ — [249, 136, 335, 237]
raasi-badge — [1142, 435, 1234, 534]
sample-photo-2: ମାଧୁରୀ ପରିବାରବର୍ଗ — [345, 136, 431, 237]
dateline: ଭୁବନେଶ୍ୱର, ଗୁରୁବାର, ୧୨ ଏପ୍ରିଲ,୨୦୧୮ — [20, 84, 287, 103]
ad-land-wanted[interactable]: Reputed Realestate Company requires land in around Bhubaneswar. 9040098951, 7894628731. D-61200 — [190, 711, 365, 795]
fire-dateline: ବଉଦ୍ଧ,୧୧।୪ (ବି.ଏନ.ଏ.) — [606, 964, 724, 977]
raasi-prediction: ପରିବାର, ସନ୍ତାନ ପକ୍ଷରୁ ବନ୍ଧୁଙ୍କ ସହିତ ପ୍ରତିଷ୍ଠା, ପୂର୍ବ ଦ୍ୱିଜାତ ସମସ୍ୟା ସମାଧାନ ହେବ। ଆଜି ଆପଣ ମାନସିକ ଭାବେ ଚଞ୍ଚଳ ରହିବେ। ଯାତ୍ରା କରିବାକୁ ପଡ଼ିପାରେ। ସମ୍ପର୍କ ନଷ୍ଟ ହେବାର ଆଶଙ୍କା ଦେଖାଯାଏ। — [1244, 773, 1492, 866]
logo-text: ଧରିତ୍ରୀ — [20, 8, 191, 69]
ad-spa-2[interactable]: We provide ayurvedic full body massage for ladies and gents. A family spa. 06742597822, 9337178378. D-62523 — [383, 509, 558, 597]
crash-2014a: ୨୦୧୪ ଫେବୃଆରୀ: ସୈନିକ ଓ ସେମାନଙ୍କ ପରିବାରକୁ ନେଇଯାଉଥିବା ଏକ ବିମାନ ଓମ ଆଲ ବୋଆଘି ପ୍ରଦେଶରେ ଦୁର୍ଘଟଣାଗ୍ରସ୍ତ ହୋଇଥିଲା। ୭୭ ଜଣଙ୍କ ମୃତ୍ୟୁ ହୋଇଥିଲା। — [780, 839, 1120, 889]
raasi-badge — [1142, 995, 1234, 1094]
birthday-message: ଆଜି ତୋର ପ୍ରଥମ ଜନ୍ମଦିନ ଅବସରରେ ଆମ ସମସ୍ତଙ୍କ ତରଫରୁ ଅନେକ ଶୁଭେଚ୍ଛା। ତୋର ଜୀବନ ସୁଖ ଶାନ୍ତିରେ ଭରି ରହୁ। - ବାପା, ମା, ଜେଜେ, ଜେଜେମା ଓ ସମସ୍ତ ପରିବାର — [582, 593, 748, 640]
raasi-name: କୁମ୍ଭ — [1142, 1331, 1234, 1357]
raasi-row — [1142, 205, 1492, 325]
ad-spa-3[interactable]: Herbal full body massage by smart/ expert therapist. Contact: 8338067247. D-62522 — [383, 606, 558, 671]
ad-health-1[interactable]: Rejuvenate and ayurvedic full body massage by smart therapist. 9114402304. D-61295 — [190, 1730, 365, 1795]
house-icon: 🏠 — [58, 927, 127, 991]
haata-body: କାରଣଦର୍ଶାଓ ନୋଟିସ ଜାରି କରାଯାଇଥିଲା। ସିବିଏ ପକ୍ଷରୁ ୧୩ମ ଜଣ ଅଭିଯୁକ୍ତଙ୍କୁ ସ୍ପଷ୍ଟିକରଣ ଦେବାକୁ କୁହାଯାଇଥିଲା। ସେମାନେ ଦାଖଲ କରିଥିବା ଉତ୍ତର ସନ୍ତୋଷଜନକ ନ ହେବାରୁ ବିଭାଗୀୟ କାର୍ଯ୍ୟାନୁଷ୍ଠାନ ଗ୍ରହଣ କରାଯାଇଥିଲା। ସୁପ୍ରିମକୋର୍ଟଙ୍କ ନିର୍ଦ୍ଦେଶରେ ସିବିଆଇ ଏହି ମାମଲାର ତଦନ୍ତ କରୁଛି। ସ୍କାମରେ ଜଡିତ ଥିବା ଅଧିକାରୀଙ୍କ ସମ୍ପତ୍ତି ଜବତ କରାଯାଇଛି। ୨୦୦୫ ମସିହାରୁ ୨୦୧୨ ମସିହା ମଧ୍ୟରେ କୋଟି କୋଟି ଟଙ୍କାର ଅନିୟମିତତା ହୋଇଥିବା ଜଣାପଡ଼ିଛି। ଅଭିଯୁକ୍ତଙ୍କ ବିରୋଧରେ ଚାର୍ଜସିଟ ଦାଖଲ କରାଯାଇଛି ଏବଂ ମାମଲାର ଶୁଣାଣି ଜାରି ରହିଛି। ଏ ସମ୍ବନ୍ଧରେ କୋର୍ଟ ଆଗାମୀ ଦିନରେ ରାୟ ଶୁଣାଇବେ ବୋଲି ଆଶା କରାଯାଉଛି। — [770, 1464, 1130, 1634]
